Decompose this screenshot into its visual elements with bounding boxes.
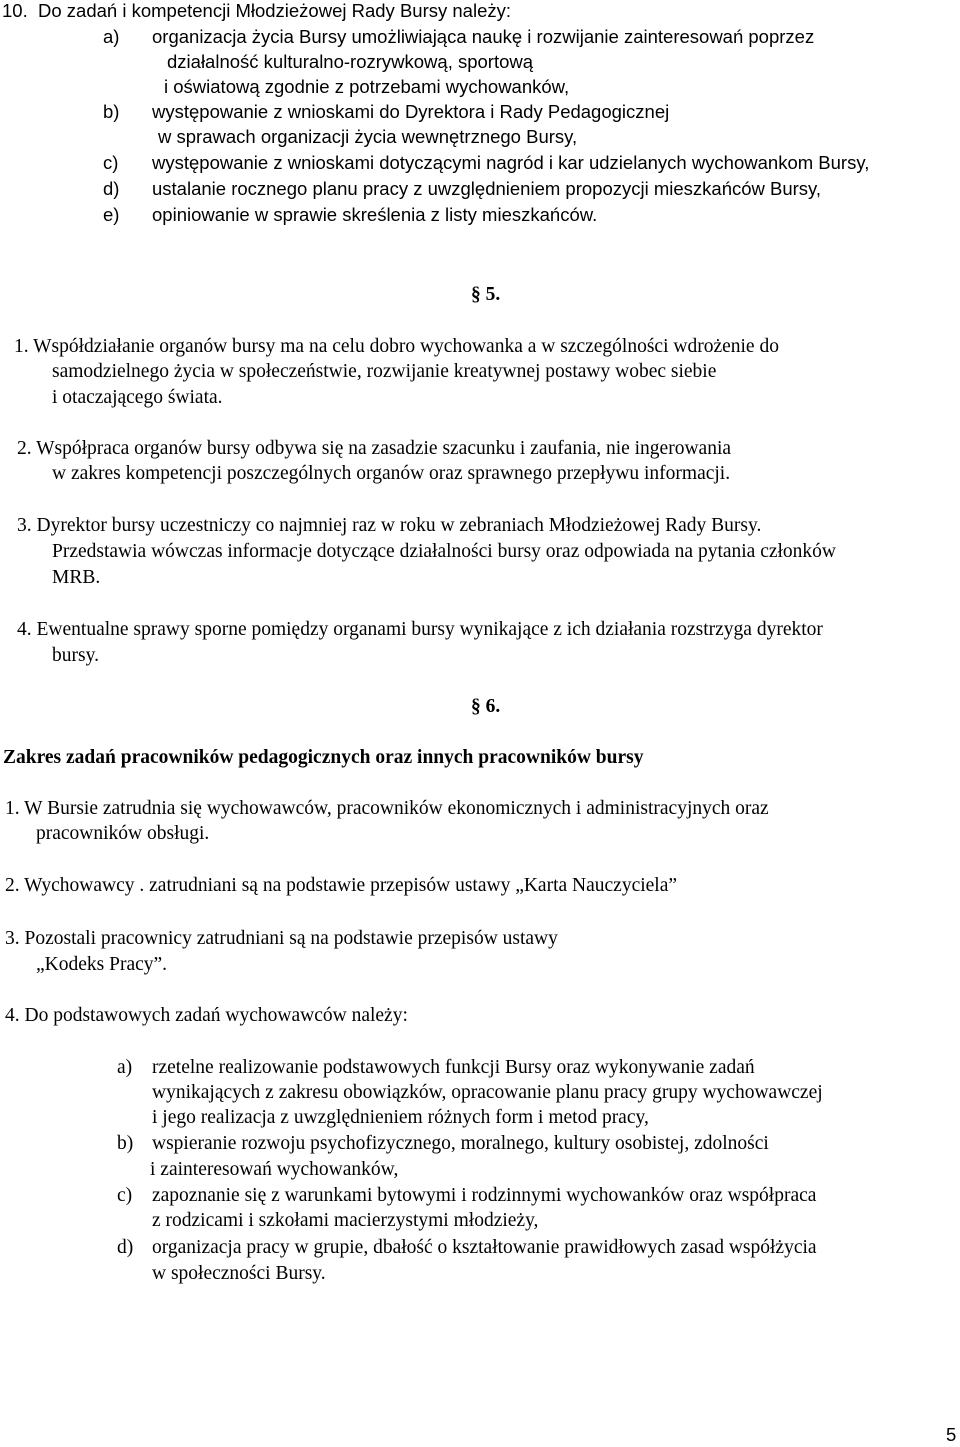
sec5-point1-line1: 1. Współdziałanie organów bursy ma na celu dobro wychowanka a w szczególności wdrożenie do <box>14 336 779 357</box>
item-10a-marker: a) <box>103 26 120 47</box>
sec6-item1-line2: pracowników obsługi. <box>36 823 210 844</box>
section-6-heading: Zakres zadań pracowników pedagogicznych oraz innych pracowników bursy <box>3 747 644 768</box>
item-10-number: 10. <box>2 0 28 21</box>
sec5-point4-line2: bursy. <box>52 645 99 666</box>
sec5-point2-line1: 2. Współpraca organów bursy odbywa się na zasadzie szacunku i zaufania, nie ingerowania <box>17 438 732 459</box>
sec6-item3-line1: 3. Pozostali pracownicy zatrudniani są na podstawie przepisów ustawy <box>5 928 558 949</box>
sec6-task-b-line1: wspieranie rozwoju psychofizycznego, moralnego, kultury osobistej, zdolności <box>152 1133 769 1154</box>
sec6-task-b-marker: b) <box>117 1133 134 1154</box>
sec6-task-a-line3: i jego realizacja z uwzględnieniem różnych form i metod pracy, <box>152 1107 649 1128</box>
sec6-task-d-line2: w społeczności Bursy. <box>152 1263 326 1284</box>
item-10e-marker: e) <box>103 204 120 225</box>
item-10a-line3: i oświatową zgodnie z potrzebami wychowanków, <box>164 76 570 97</box>
sec5-point3-line2: Przedstawia wówczas informacje dotyczące działalności bursy oraz odpowiada na pytania członków <box>52 541 837 562</box>
sec6-task-d-line1: organizacja pracy w grupie, dbałość o kształtowanie prawidłowych zasad współżycia <box>152 1237 817 1258</box>
item-10d-line1: ustalanie rocznego planu pracy z uwzględnieniem propozycji mieszkańców Bursy, <box>152 178 822 199</box>
sec6-task-a-line1: rzetelne realizowanie podstawowych funkcji Bursy oraz wykonywanie zadań <box>152 1057 755 1078</box>
item-10b-marker: b) <box>103 101 120 122</box>
item-10d-marker: d) <box>103 178 120 199</box>
sec5-point2-line2: w zakres kompetencji poszczególnych organów oraz sprawnego przepływu informacji. <box>52 463 731 484</box>
sec5-point1-line3: i otaczającego świata. <box>52 387 223 408</box>
item-10c-line1: występowanie z wnioskami dotyczącymi nagród i kar udzielanych wychowankom Bursy, <box>152 152 870 173</box>
sec6-task-b-line2: i zainteresowań wychowanków, <box>150 1159 399 1180</box>
item-10b-line2: w sprawach organizacji życia wewnętrznego Bursy, <box>158 126 578 147</box>
sec6-task-c-line2: z rodzicami i szkołami macierzystymi młodzieży, <box>152 1210 539 1231</box>
sec6-task-c-marker: c) <box>117 1185 133 1206</box>
item-10-heading: Do zadań i kompetencji Młodzieżowej Rady Bursy należy: <box>38 0 511 21</box>
page-number: 5 <box>946 1424 957 1445</box>
sec5-point3-line1: 3. Dyrektor bursy uczestniczy co najmniej raz w roku w zebraniach Młodzieżowej Rady Bursy. <box>17 515 762 536</box>
sec5-point4-line1: 4. Ewentualne sprawy sporne pomiędzy organami bursy wynikające z ich działania rozstrzyga dyrektor <box>17 619 823 640</box>
item-10a-line1: organizacja życia Bursy umożliwiająca naukę i rozwijanie zainteresowań poprzez <box>152 26 815 47</box>
sec6-item2: 2. Wychowawcy . zatrudniani są na podstawie przepisów ustawy „Karta Nauczyciela” <box>5 875 678 896</box>
sec6-task-c-line1: zapoznanie się z warunkami bytowymi i rodzinnymi wychowanków oraz współpraca <box>152 1185 817 1206</box>
sec6-item3-line2: „Kodeks Pracy”. <box>36 954 168 975</box>
sec6-task-a-marker: a) <box>117 1057 133 1078</box>
item-10c-marker: c) <box>103 152 119 173</box>
item-10e-line1: opiniowanie w sprawie skreślenia z listy mieszkańców. <box>152 204 598 225</box>
sec6-task-a-line2: wynikających z zakresu obowiązków, opracowanie planu pracy grupy wychowawczej <box>152 1082 823 1103</box>
sec5-point3-line3: MRB. <box>52 567 101 588</box>
section-6-title: § 6. <box>471 696 501 717</box>
item-10b-line1: występowanie z wnioskami do Dyrektora i Rady Pedagogicznej <box>152 101 670 122</box>
section-5-title: § 5. <box>471 284 501 305</box>
item-10a-line2: działalność kulturalno-rozrywkową, sportową <box>167 51 534 72</box>
sec6-task-d-marker: d) <box>117 1237 134 1258</box>
sec6-item4: 4. Do podstawowych zadań wychowawców należy: <box>5 1005 408 1026</box>
sec5-point1-line2: samodzielnego życia w społeczeństwie, rozwijanie kreatywnej postawy wobec siebie <box>52 361 717 382</box>
sec6-item1-line1: 1. W Bursie zatrudnia się wychowawców, pracowników ekonomicznych i administracyjnych oraz <box>5 798 769 819</box>
